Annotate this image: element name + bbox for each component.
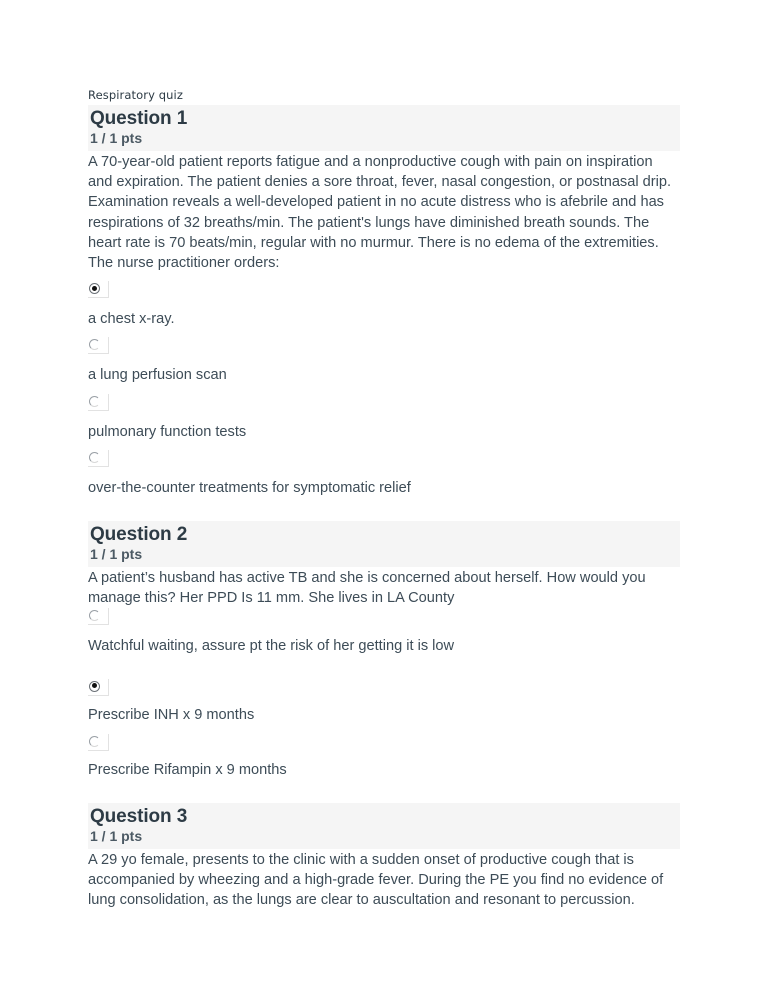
- radio-button-icon[interactable]: [88, 394, 109, 411]
- radio-dot-icon: [89, 283, 100, 294]
- question-text: A 29 yo female, presents to the clinic with a sudden onset of productive cough that is accompanied by wheezing and a high-grade fever. During the PE you find no evidence of lung consolidation, as the lungs are clear to auscultation and resonant to percussion.: [88, 852, 664, 909]
- answer-list: [88, 608, 680, 780]
- question-name: Question 2: [90, 524, 188, 546]
- radio-dot-icon: [89, 339, 100, 350]
- answer-option[interactable]: [88, 608, 680, 656]
- quiz-title: Respiratory quiz: [88, 88, 183, 102]
- radio-dot-icon: [89, 396, 100, 407]
- answer-label[interactable]: pulmonary function tests: [88, 423, 247, 440]
- answer-option[interactable]: [88, 657, 680, 725]
- question-points: 1 / 1 pts: [90, 130, 143, 146]
- radio-dot-icon: [89, 736, 100, 747]
- answer-option[interactable]: [88, 386, 680, 442]
- radio-dot-icon: [89, 610, 100, 621]
- radio-button-icon[interactable]: [88, 281, 109, 298]
- radio-dot-icon: [89, 452, 100, 463]
- radio-button-icon[interactable]: [88, 679, 109, 696]
- answer-option[interactable]: [88, 329, 680, 385]
- answer-label[interactable]: a chest x-ray.: [88, 311, 175, 328]
- answer-label[interactable]: over-the-counter treatments for symptomatic relief: [88, 479, 411, 496]
- answer-option[interactable]: [88, 725, 680, 780]
- radio-button-icon[interactable]: [88, 337, 109, 354]
- question-header: [88, 803, 680, 849]
- question-points: 1 / 1 pts: [90, 546, 143, 563]
- question-text: A patient’s husband has active TB and she is concerned about herself. How would you manage this? Her PPD Is 11 mm. She lives in LA County: [88, 570, 646, 607]
- answer-option[interactable]: [88, 442, 680, 498]
- radio-button-icon[interactable]: [88, 734, 109, 751]
- answer-label[interactable]: a lung perfusion scan: [88, 367, 227, 384]
- answer-list: [88, 273, 680, 498]
- quiz-container: [88, 88, 680, 911]
- answer-label[interactable]: Prescribe Rifampin x 9 months: [88, 761, 287, 778]
- answer-label[interactable]: Prescribe INH x 9 months: [88, 706, 255, 723]
- radio-button-icon[interactable]: [88, 608, 109, 625]
- question-name: Question 3: [90, 806, 188, 828]
- question-points: 1 / 1 pts: [90, 828, 143, 845]
- question-header: [88, 521, 680, 567]
- answer-label[interactable]: Watchful waiting, assure pt the risk of her getting it is low: [88, 638, 455, 655]
- question-block: [88, 803, 680, 911]
- question-header: [88, 105, 680, 151]
- question-name: Question 1: [90, 108, 188, 129]
- radio-dot-icon: [89, 681, 100, 692]
- question-block: [88, 521, 680, 780]
- answer-option[interactable]: [88, 273, 680, 329]
- question-text: A 70-year-old patient reports fatigue and a nonproductive cough with pain on inspiration and expiration. The patient denies a sore throat, fever, nasal congestion, or postnasal drip. Examination reveals a well-developed patient in no acute distress who is afebrile and has respirations of 32 breaths/min. The patient's lungs have diminished breath sounds. The heart rate is 70 beats/min, regular with no murmur. There is no edema of the extremities. The nurse practitioner orders:: [88, 154, 672, 272]
- question-block: [88, 105, 680, 498]
- radio-button-icon[interactable]: [88, 450, 109, 467]
